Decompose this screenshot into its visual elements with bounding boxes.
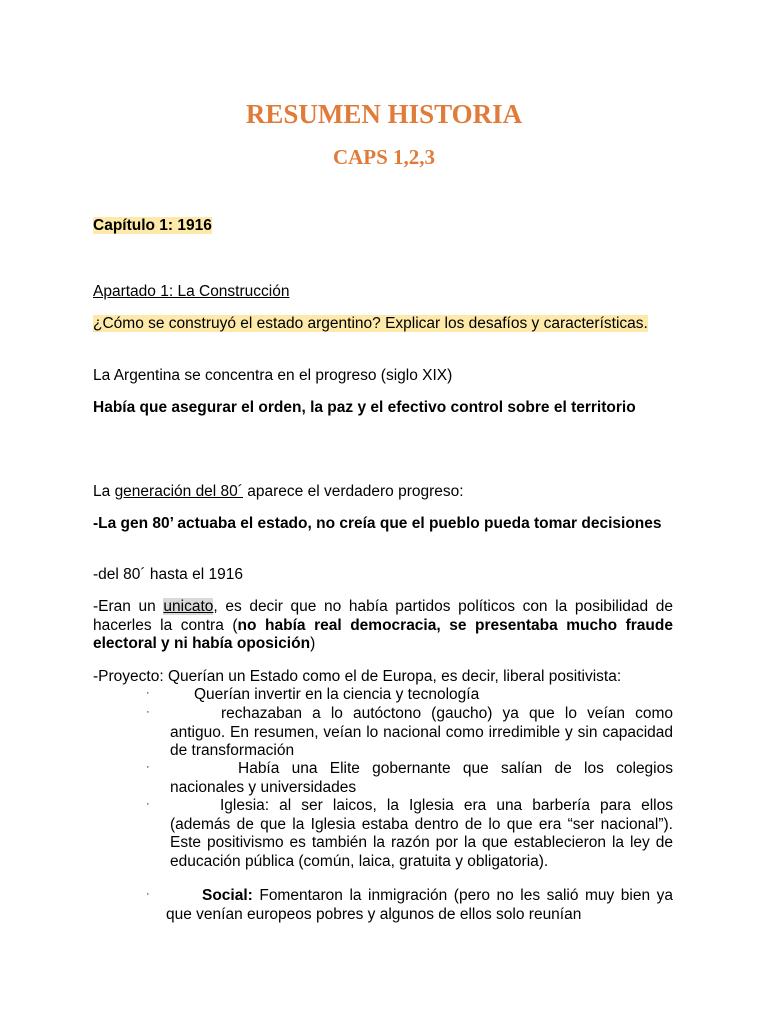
- paragraph-orden-text: Había que asegurar el orden, la paz y el efectivo control sobre el territorio: [93, 399, 636, 416]
- p6-a: -Eran un: [93, 598, 164, 615]
- paragraph-gen80: [93, 515, 673, 534]
- question-text: ¿Cómo se construyó el estado argentino? Explicar los desafíos y características.: [93, 315, 648, 332]
- document-title: RESUMEN HISTORIA: [245, 99, 523, 129]
- bullet-marker: ·: [146, 798, 150, 810]
- generacion-80-term: generación del 80´: [114, 483, 243, 500]
- bullet-marker: ·: [146, 687, 150, 699]
- bullet-marker: ·: [146, 761, 150, 773]
- p6-c: ): [310, 635, 316, 652]
- chapter-heading-text: Capítulo 1: 1916: [93, 217, 212, 234]
- bullet-marker: ·: [146, 888, 150, 900]
- paragraph-unicato: [93, 598, 673, 654]
- section-heading-text: Apartado 1: La Construcción: [93, 283, 290, 300]
- bullet-item-elite: Había una Elite gobernante que salían de los colegios nacionales y universidades: [170, 760, 673, 796]
- chapter-heading: [93, 217, 673, 236]
- p3-suffix: aparece el verdadero progreso:: [242, 483, 464, 500]
- bullet-social-label: Social:: [202, 887, 253, 904]
- bullet-item-social: [166, 887, 673, 924]
- paragraph-orden: [93, 399, 673, 418]
- p6-b: , es decir que no había partidos políticos con la posibilidad de hacerles la contra (: [93, 598, 673, 634]
- unicato-term: unicato: [163, 598, 214, 615]
- bullet-item-iglesia: Iglesia: al ser laicos, la Iglesia era una barbería para ellos (además de que la Iglesia estaba dentro de lo que era “ser nacional”). Este positivismo es también la razón por la que establecieron la ley de educación pública (común, laica, gratuita y obligatoria).: [170, 797, 673, 870]
- paragraph-generacion: [93, 483, 673, 502]
- paragraph-progreso: La Argentina se concentra en el progreso (siglo XIX): [93, 367, 453, 384]
- question-paragraph: [93, 315, 673, 334]
- paragraph-gen80-text: -La gen 80’ actuaba el estado, no creía que el pueblo pueda tomar decisiones: [93, 515, 662, 532]
- section-heading: [93, 283, 673, 302]
- paragraph-del80: -del 80´ hasta el 1916: [93, 566, 243, 583]
- p3-prefix: La: [93, 483, 115, 500]
- bullet-social-text: Fomentaron la inmigración (pero no les salió muy bien ya que venían europeos pobres y algunos de ellos solo reunían: [166, 887, 673, 923]
- bullet-item-ciencia: Querían invertir en la ciencia y tecnología: [194, 686, 480, 703]
- bullet-marker: ·: [146, 706, 150, 718]
- document-subtitle: CAPS 1,2,3: [332, 145, 436, 169]
- p6-bold: no había real democracia, se presentaba mucho fraude electoral y ni había oposición: [93, 616, 673, 652]
- paragraph-proyecto: -Proyecto: Querían un Estado como el de Europa, es decir, liberal positivista:: [93, 668, 622, 685]
- bullet-item-autoctono: rechazaban a lo autóctono (gaucho) ya que lo veían como antiguo. En resumen, veían lo nacional como irredimible y sin capacidad de transformación: [170, 705, 673, 759]
